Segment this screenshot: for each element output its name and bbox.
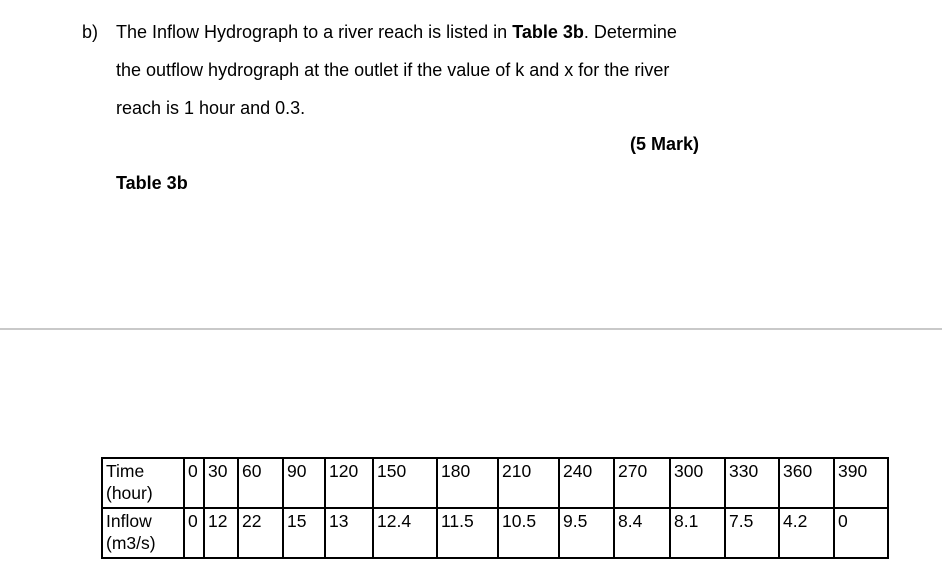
marks-label: (5 Mark) (630, 134, 700, 154)
question-line-1-text-a: The Inflow Hydrograph to a river reach is listed in (116, 22, 513, 42)
row-header-time: Time (hour) (102, 458, 184, 508)
table-cell-time: 120 (325, 458, 373, 508)
table-cell-inflow: 0 (834, 508, 888, 558)
table-title: Table 3b (116, 173, 188, 193)
table-cell-time: 270 (614, 458, 670, 508)
table-cell-time: 240 (559, 458, 614, 508)
table-cell-inflow: 12.4 (373, 508, 437, 558)
question-line-1 (116, 22, 677, 43)
table-cell-inflow: 12 (204, 508, 238, 558)
table-cell-inflow: 13 (325, 508, 373, 558)
table-row-time (102, 458, 888, 508)
table-cell-inflow: 22 (238, 508, 283, 558)
table-cell-time: 390 (834, 458, 888, 508)
table-cell-time: 30 (204, 458, 238, 508)
table-row-inflow (102, 508, 888, 558)
table-cell-time: 210 (498, 458, 559, 508)
question-line-1-text-b: . Determine (583, 22, 677, 42)
row-header-inflow: Inflow (m3/s) (102, 508, 184, 558)
inflow-hydrograph-table (101, 457, 889, 559)
table-cell-time: 60 (238, 458, 283, 508)
table-cell-time: 90 (283, 458, 325, 508)
table-cell-inflow: 9.5 (559, 508, 614, 558)
question-line-2: the outflow hydrograph at the outlet if the value of k and x for the river (116, 60, 670, 80)
table-cell-time: 0 (184, 458, 204, 508)
table-cell-inflow: 11.5 (437, 508, 498, 558)
page-divider (0, 328, 942, 330)
table-cell-time: 360 (779, 458, 834, 508)
table-cell-inflow: 10.5 (498, 508, 559, 558)
table-cell-inflow: 4.2 (779, 508, 834, 558)
table-cell-inflow: 15 (283, 508, 325, 558)
table-cell-inflow: 8.4 (614, 508, 670, 558)
table-cell-time: 300 (670, 458, 725, 508)
table-cell-inflow: 7.5 (725, 508, 779, 558)
question-line-1-bold: Table 3b (512, 22, 584, 42)
table-cell-time: 180 (437, 458, 498, 508)
question-label: b) (82, 22, 99, 42)
table-cell-time: 150 (373, 458, 437, 508)
table-cell-inflow: 8.1 (670, 508, 725, 558)
table-cell-time: 330 (725, 458, 779, 508)
table-cell-inflow: 0 (184, 508, 204, 558)
question-line-3: reach is 1 hour and 0.3. (116, 98, 306, 118)
